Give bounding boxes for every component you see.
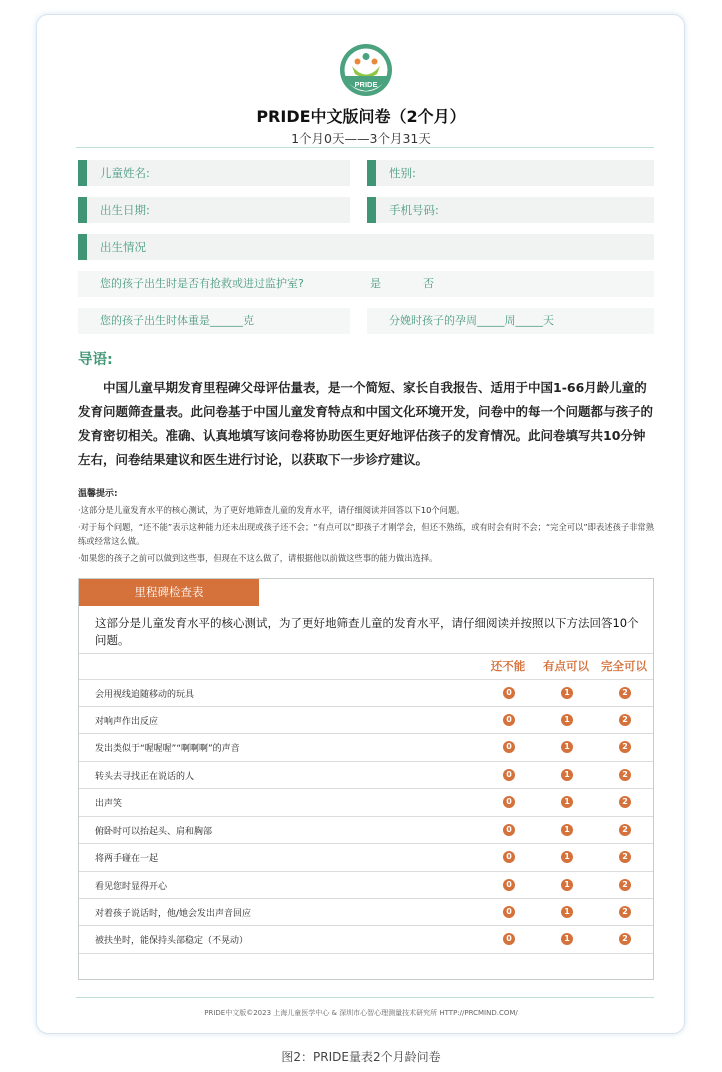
intro-text: 中国儿童早期发育里程碑父母评估量表，是一个简短、家长自我报告、适用于中国1-66月龄儿童的发育问题筛查量表。此问卷基于中国儿童发育特点和中国文化环境开发，问卷中的每一个问题都与孩子的发育密切相关。准确、认真地填写该问卷将协助医生更好地评估孩子的发育情况。此问卷填写共10分钟左右，问卷结果建议和医生进行讨论，以获取下一步诊疗建议。	[78, 380, 654, 467]
col-header-somewhat: 有点可以	[543, 659, 589, 673]
divider	[76, 147, 654, 148]
table-row	[79, 788, 653, 816]
score-2-option[interactable]: 2	[619, 879, 631, 891]
intro-heading: 导语:	[78, 352, 113, 368]
score-1-option[interactable]: 1	[561, 906, 573, 918]
weight-question: 您的孩子出生时体重是______克	[100, 314, 254, 327]
milestone-header: 里程碑检查表	[79, 579, 259, 606]
milestone-item: 俯卧时可以抬起头、肩和胸部	[95, 827, 213, 837]
child-name-label: 儿童姓名:	[100, 166, 150, 180]
tips-heading: 温馨提示:	[78, 489, 118, 499]
score-0-option[interactable]: 0	[503, 741, 515, 753]
child-name-field[interactable]	[78, 160, 350, 186]
table-row	[79, 871, 653, 899]
score-1-option[interactable]: 1	[561, 714, 573, 726]
table-row	[79, 816, 653, 844]
tip-item: ·如果您的孩子之前可以做到这些事，但现在不这么做了，请根据他以前做这些事的能力做出选择。	[78, 553, 438, 563]
score-0-option[interactable]: 0	[503, 851, 515, 863]
field-marker	[367, 160, 376, 186]
birth-date-field[interactable]	[78, 197, 350, 223]
score-0-option[interactable]: 0	[503, 796, 515, 808]
score-1-option[interactable]: 1	[561, 687, 573, 699]
milestone-item: 对着孩子说话时，他/她会发出声音回应	[95, 909, 252, 919]
table-row	[79, 925, 653, 954]
field-marker	[78, 160, 87, 186]
score-0-option[interactable]: 0	[503, 687, 515, 699]
yes-option[interactable]: 是	[370, 277, 381, 290]
no-option[interactable]: 否	[423, 277, 434, 290]
rescue-question-row	[78, 271, 654, 297]
table-row	[79, 706, 653, 734]
milestone-item: 将两手碰在一起	[95, 854, 159, 864]
score-2-option[interactable]: 2	[619, 769, 631, 781]
milestone-item: 被扶坐时，能保持头部稳定（不晃动）	[95, 936, 249, 946]
score-2-option[interactable]: 2	[619, 687, 631, 699]
score-0-option[interactable]: 0	[503, 714, 515, 726]
milestone-item: 出声笑	[95, 799, 123, 809]
rescue-question: 您的孩子出生时是否有抢救或进过监护室?	[100, 277, 304, 290]
col-header-cannot: 还不能	[490, 659, 526, 673]
logo-text: PRIDE	[354, 80, 378, 89]
birth-info-section	[78, 234, 654, 260]
gender-label: 性别:	[389, 166, 416, 180]
milestone-description: 这部分是儿童发育水平的核心测试，为了更好地筛查儿童的发育水平，请仔细阅读并按照以下方法回答10个问题。	[95, 616, 639, 647]
score-2-option[interactable]: 2	[619, 933, 631, 945]
col-header-fully: 完全可以	[601, 659, 647, 673]
birth-date-label: 出生日期:	[100, 203, 150, 217]
gender-field[interactable]	[367, 160, 654, 186]
score-2-option[interactable]: 2	[619, 824, 631, 836]
birth-info-label: 出生情况	[100, 240, 146, 254]
field-marker	[78, 234, 87, 260]
milestone-item: 看见您时显得开心	[95, 882, 168, 892]
score-2-option[interactable]: 2	[619, 796, 631, 808]
score-0-option[interactable]: 0	[503, 933, 515, 945]
score-1-option[interactable]: 1	[561, 741, 573, 753]
score-0-option[interactable]: 0	[503, 879, 515, 891]
age-range: 1个月0天——3个月31天	[291, 131, 431, 146]
gestation-question: 分娩时孩子的孕周_____周_____天	[389, 314, 554, 327]
pride-logo	[339, 43, 393, 97]
table-row	[79, 843, 653, 871]
questionnaire-title: PRIDE中文版问卷（2个月）	[256, 107, 466, 126]
table-row	[79, 898, 653, 926]
field-marker	[367, 197, 376, 223]
table-divider	[79, 653, 653, 654]
footer-divider	[76, 997, 654, 998]
score-2-option[interactable]: 2	[619, 741, 631, 753]
score-1-option[interactable]: 1	[561, 851, 573, 863]
score-1-option[interactable]: 1	[561, 769, 573, 781]
weight-question-row[interactable]	[78, 308, 350, 334]
table-row	[79, 679, 653, 707]
gestation-question-row[interactable]	[367, 308, 654, 334]
figure-caption: 图2：PRIDE量表2个月龄问卷	[281, 1050, 441, 1064]
milestone-item: 对响声作出反应	[95, 717, 159, 727]
footer-text: PRIDE中文版©2023 上海儿童医学中心 & 深圳市心智心理测量技术研究所 HTTP://PRCMIND.COM/	[204, 1009, 518, 1017]
score-1-option[interactable]: 1	[561, 933, 573, 945]
milestone-item: 转头去寻找正在说话的人	[95, 772, 195, 782]
score-2-option[interactable]: 2	[619, 906, 631, 918]
score-0-option[interactable]: 0	[503, 906, 515, 918]
score-0-option[interactable]: 0	[503, 824, 515, 836]
phone-label: 手机号码:	[389, 203, 439, 217]
score-2-option[interactable]: 2	[619, 714, 631, 726]
score-0-option[interactable]: 0	[503, 769, 515, 781]
score-1-option[interactable]: 1	[561, 796, 573, 808]
table-row	[79, 761, 653, 789]
table-row	[79, 733, 653, 761]
phone-field[interactable]	[367, 197, 654, 223]
score-1-option[interactable]: 1	[561, 824, 573, 836]
milestone-item: 发出类似于“喔喔喔”“啊啊啊”的声音	[95, 744, 240, 754]
field-marker	[78, 197, 87, 223]
score-1-option[interactable]: 1	[561, 879, 573, 891]
milestone-item: 会用视线追随移动的玩具	[95, 690, 195, 700]
tip-item: ·这部分是儿童发育水平的核心测试，为了更好地筛查儿童的发育水平，请仔细阅读并回答以下10个问题。	[78, 505, 465, 515]
score-2-option[interactable]: 2	[619, 851, 631, 863]
tip-item: ·对于每个问题，“还不能”表示这种能力还未出现或孩子还不会；“有点可以”即孩子才刚学会，但还不熟练，或有时会有时不会；“完全可以”即表述孩子非常熟练或经常这么做。	[78, 522, 655, 546]
